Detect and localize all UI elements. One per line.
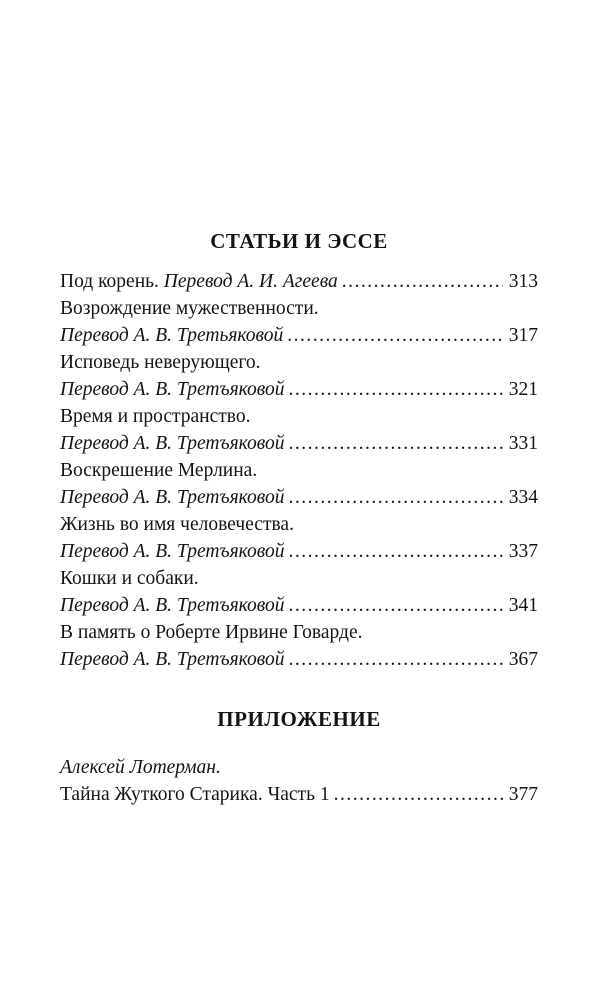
- toc-entry: [60, 592, 538, 619]
- entry-title: Возрождение мужественности.: [60, 298, 319, 319]
- toc-entry: [60, 376, 538, 403]
- toc-entry: [60, 781, 538, 808]
- entry-page: 317: [508, 325, 538, 346]
- dot-leader: [289, 430, 503, 457]
- entry-page: 377: [508, 784, 538, 805]
- dot-leader: [289, 538, 503, 565]
- toc-entry: [60, 484, 538, 511]
- section-title: ПРИЛОЖЕНИЕ: [217, 707, 381, 731]
- entry-translator: Перевод А. В. Третъяковой: [60, 649, 285, 670]
- toc-entry: [60, 646, 538, 673]
- entry-translator: Перевод А. В. Третьяковой: [60, 325, 284, 346]
- entry-page: 313: [508, 271, 538, 292]
- entry-translator: Перевод А. В. Третъяковой: [60, 595, 285, 616]
- entry-title: Под корень.: [60, 271, 159, 292]
- toc-list: [60, 268, 538, 673]
- entry-translator: Перевод А. В. Третъяковой: [60, 541, 285, 562]
- entry-translator: Перевод А. В. Третъяковой: [60, 433, 285, 454]
- entry-page: 367: [508, 649, 538, 670]
- entry-page: 331: [508, 433, 538, 454]
- entry-page: 334: [508, 487, 538, 508]
- entry-page: 341: [508, 595, 538, 616]
- dot-leader: [289, 646, 503, 673]
- entry-title: Тайна Жуткого Старика. Часть 1: [60, 784, 330, 805]
- section-title: СТАТЬИ И ЭССЕ: [210, 229, 388, 253]
- entry-title: Исповедь неверующего.: [60, 352, 261, 373]
- dot-leader: [287, 322, 502, 349]
- entry-title: Жизнь во имя человечества.: [60, 514, 294, 535]
- entry-page: 321: [508, 379, 538, 400]
- dot-leader: [342, 268, 503, 295]
- entry-author: Алексей Лотерман.: [60, 757, 221, 778]
- dot-leader: [289, 376, 503, 403]
- toc-list: [60, 754, 538, 808]
- entry-title: Время и пространство.: [60, 406, 251, 427]
- section-essays: [60, 228, 538, 673]
- dot-leader: [289, 484, 503, 511]
- entry-translator: Перевод А. В. Третъяковой: [60, 379, 285, 400]
- toc-entry: [60, 430, 538, 457]
- dot-leader: [289, 592, 503, 619]
- dot-leader: [334, 781, 503, 808]
- entry-title: Воскрешение Мерлина.: [60, 460, 258, 481]
- entry-title: Кошки и собаки.: [60, 568, 199, 589]
- entry-title: В память о Роберте Ирвине Говарде.: [60, 622, 363, 643]
- entry-page: 337: [508, 541, 538, 562]
- toc-entry: [60, 322, 538, 349]
- section-appendix: [60, 706, 538, 808]
- toc-entry: [60, 538, 538, 565]
- entry-translator: Перевод А. И. Агеева: [163, 271, 338, 292]
- toc-entry: [60, 268, 538, 295]
- entry-translator: Перевод А. В. Третъяковой: [60, 487, 285, 508]
